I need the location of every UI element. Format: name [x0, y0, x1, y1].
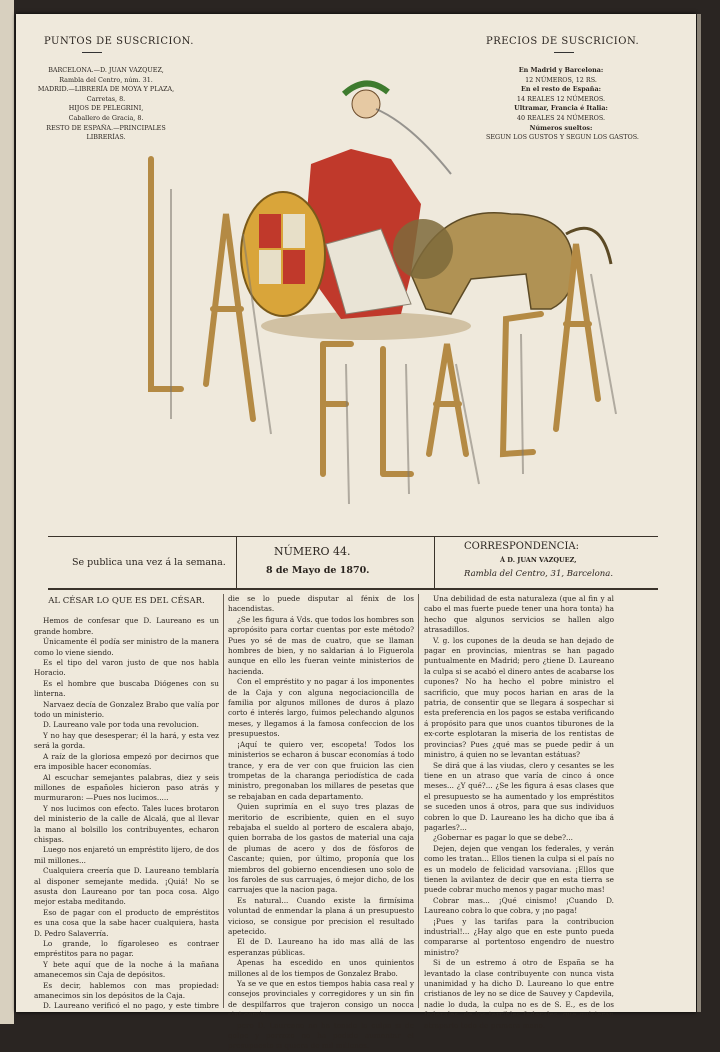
subscription-points: BARCELONA.—D. JUAN VAZQUEZ, Rambla del Centro, núm. 31. MADRID.—LIBRERÍA DE MOYA Y PLAZA, Carretas, 8. HIJOS DE PELEGRINI, Caballero de Gracia, 8. RESTO DE ESPAÑA.—PRINCIPALES LIBRERÍAS.	[37, 66, 175, 142]
newspaper-page	[16, 14, 696, 1051]
issue-date: 8 de Mayo de 1870.	[266, 565, 370, 576]
header-right-title: PRECIOS DE SUSCRICION.	[486, 36, 640, 47]
article-column-2: die se lo puede disputar al fénix de los hacendistas. ¿Se les figura á Vds. que todos los hombres son apropósito para cortar cuentas por este método? Pues yo sé de mas de cuatro, que se llaman hombres de bien, y no saldarian á lo Figuerola aunque en ello les fueran veinte ministerios de hacienda. Con el empréstito y no pagar á los imponentes de la Caja y con alguna negociacioncilla de familia por algunos millones de duros á plazo corto é interés largo, fuimos pelechando algunos meses, y llegamos á la famosa confeccion de los presupuestos. ¡Aquí te quiero ver, escopeta! Todos los ministerios se echaron á buscar economías á todo trance, y era de ver con que fruicion las cien trompetas de la charanga periodística de cada ministro, pregonaban los millares de pesetas que se rebajaban en cada departamento. Quien suprimía en el suyo tres plazas de meritorio de escribiente, quien en el suyo rebajaba el sueldo al portero de escalera abajo, quien borraba de los gastos de material una caja de plumas de acero y dos de fósforos de Cascante; quien, por último, proponía que los miembros del gobierno encendiesen uno solo de los faroles de sus carruajes, ó mejor dicho, de los carruajes que la nacion paga. Es natural... Cuando existe la firmísima voluntad de enmendar la plana á un presupuesto vicioso, se consigue por precision el resultado apetecido. El de D. Laureano ha ido mas allá de las esperanzas públicas. Apenas ha escedido en unos quinientos millones al de los tiempos de Gonzalez Brabo. Ya se ve que en estos tiempos habia casa real y consejos provinciales y corregidores y un sin fin de despilfarros que trajeron consigo un nocca sint comia; pero D. Laureano no ha tenido la culpa si de golpe y porrazo no ha podido aumentar el presupuesto si quiera de mil millones.	[228, 594, 414, 1051]
subscription-prices: En Madrid y Barcelona: 12 NÚMEROS, 12 RS. En el resto de España: 14 REALES 12 NÚMEROS. Ultramar, Francia é Italia: 40 REALES 24 NÚMEROS. Números sueltos: SEGUN LOS GUSTOS Y SEGUN LOS GASTOS.	[486, 66, 639, 142]
publication-frequency: Se publica una vez á la semana.	[72, 557, 226, 568]
header-left-title: PUNTOS DE SUSCRICION.	[44, 36, 194, 47]
article-column-3: Una debilidad de esta naturaleza (que al fin y al cabo el mas fuerte puede tener una hora tonta) ha hecho que algunos servicios se hallen algo atrasadillos. V. g. los cupones de la deuda se han dejado de pagar en provincias, mientras se han pagado puntualmente en Madrid; pero ¿tiene D. Laureano la culpa si se acabó el dinero antes de acabarse los cupones? No ha hecho el pobre ministro el sacrificio, que muy pocos harian en aras de la patria, de consentir que se llegara á sospechar si esta preferencia en los pagos se estaba verificando á propósito para que unos cuantos tiburones de la ex-corte esplotaran la miseria de los rentistas de provincias? Pues ¿qué mas se puede pedir á un ministro, á quien no se levantan estátuas? Se dirá que á las viudas, clero y cesantes se les tiene en un atraso que varía de cinco á once meses... ¿Y qué?... ¿Se les figura á esas clases que el presupuesto se ha aumentado y los empréstitos se suceden unos á otros, para que sus individuos cobren lo que D. Laureano les ha dicho que iba á pagarles?... ¿Gobernar es pagar lo que se debe?... Dejen, dejen que vengan los federales, y verán como les tratan... Ellos tienen la culpa si el país no es un modelo de felicidad varsoviana. ¡Ellos que tienen la avilantez de decir que en esta tierra se puede cobrar mucho menos y pagar mucho mas! Cobrar mas... ¡Qué cinismo! ¡Cuando D. Laureano cobra lo que cobra, y ¡no paga! ¡Pues y las tarifas para la contribucion industrial!... ¿Hay algo que en este punto pueda compararse al portentoso engendro de nuestro ministro? Si de un estremo á otro de España se ha levantado la clase contribuyente con nunca vista unanimidad y ha dicho D. Laureano lo que entre cristianos de ley no se dice de Sauvey y Capdevila, nadie lo duda, la culpa no es de S. E., es de los federales, de los terribles federales, que quisieran atraparlo todo de primera mano.	[424, 594, 614, 1030]
correspondence-address: Rambla del Centro, 31, Barcelona.	[464, 569, 614, 579]
issue-number: NÚMERO 44.	[274, 545, 351, 558]
left-page-stub	[0, 0, 14, 1024]
issue-info-bar	[48, 536, 658, 590]
coat-of-arms-shield	[241, 192, 325, 316]
article-column-1: AL CÉSAR LO QUE ES DEL CÉSAR. Hemos de confesar que D. Laureano es un grande hombre. Únicamente él podía ser ministro de la manera como lo viene siendo. Es el tipo del varon justo de que nos habla Horacio. Es el hombre que buscaba Diógenes con su linterna. Narvaez decía de Gonzalez Brabo que valía por todo un ministerio. D. Laureano vale por toda una revolucion. Y no hay que desesperar; él la hará, y esta vez será la gorda. A raíz de la gloriosa empezó por decirnos que era imposible hacer economías. Al escuchar semejantes palabras, diez y seis millones de españoles hicieron paso atrás y murmuraron: —Pues nos lucimos..... Y nos lucimos con efecto. Tales luces brotaron del ministerio de la calle de Alcalá, que al llevar la mano al bolsillo los contribuyentes, echaron chispas. Luego nos enjaretó un empréstito lijero, de dos mil millones... Cualquiera creería que D. Laureano temblaría al disponer semejante medida. ¡Quiá! No se asusta don Laureano por tan poca cosa. Algo mejor estaba meditando. Eso de pagar con el producto de empréstitos es una cosa que la sabe hacer cualquiera, hasta D. Pedro Salaverría. Lo grande, lo fígaroleseo es contraer empréstitos para no pagar. Y bete aquí que de la noche á la mañana amanecemos sin Caja de depósitos. Es decir, hablemos con mas propiedad: amanecimos sin los depósitos de la Caja. D. Laureano verificó el no pago, y este timbre na-	[34, 596, 219, 1021]
article-headline: AL CÉSAR LO QUE ES DEL CÉSAR.	[48, 596, 205, 606]
masthead-illustration	[111, 64, 631, 484]
correspondence-name: Á D. JUAN VAZQUEZ,	[500, 556, 577, 564]
correspondence-title: CORRESPONDENCIA:	[464, 541, 579, 552]
